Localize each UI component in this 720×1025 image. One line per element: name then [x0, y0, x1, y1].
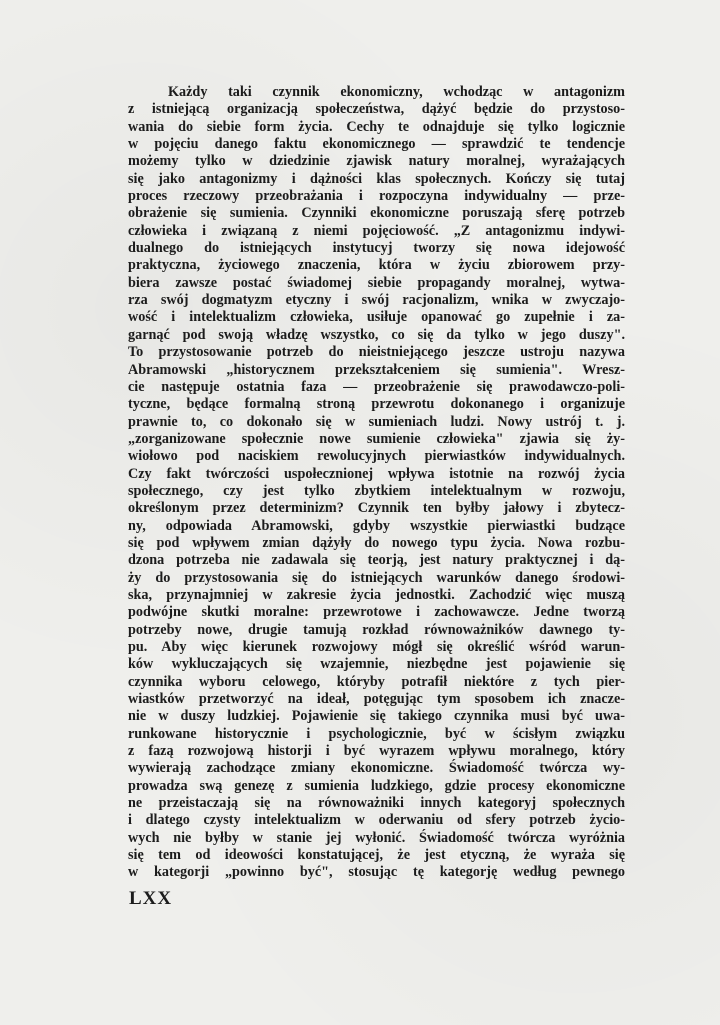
text-line: czynnika wyboru celowego, któryby potrafił niektóre z tych pier-	[128, 673, 625, 690]
text-line: garnąć pod swoją władzę wszystko, co się da tylko w jego duszy".	[128, 326, 625, 343]
text-line: obrażenie się sumienia. Czynniki ekonomiczne poruszają sferę potrzeb	[128, 205, 625, 222]
text-line: człowieka i związaną z niemi pojęciowość. „Z antagonizmu indywi-	[128, 222, 625, 239]
text-line: ska, przynajmniej w zakresie życia jednostki. Zachodzić więc muszą	[128, 586, 625, 603]
text-line: społecznego, czy jest tylko zbytkiem intelektualnym w rozwoju,	[128, 482, 625, 499]
text-line: wość i intelektualizm człowieka, usiłuje opanować go zupełnie i za-	[128, 309, 625, 326]
text-line: ży do przystosowania się do istniejących warunków danego środowi-	[128, 569, 625, 586]
text-line: podwójne skutki moralne: przewrotowe i zachowawcze. Jedne tworzą	[128, 604, 625, 621]
text-line: pu. Aby więc kierunek rozwojowy mógł się określić wśród warun-	[128, 639, 625, 655]
text-line: dzona potrzeba nie zadawala się teorją, jest natury praktycznej i dą-	[128, 552, 625, 569]
text-line: w kategorji „powinno być", stosując tę kategorję według pewnego	[128, 864, 625, 881]
text-line: ków wykluczających się wzajemnie, niezbędne jest pojawienie się	[128, 656, 625, 673]
text-line: wywierają zachodzące zmiany ekonomiczne. Świadomość twórcza wy-	[128, 760, 625, 777]
text-line: proces rzeczowy przeobrażania i rozpoczyna indywidualny — prze-	[128, 188, 625, 205]
text-line: nie w duszy ludzkiej. Pojawienie się takiego czynnika musi być uwa-	[128, 708, 625, 725]
text-line: się pod wpływem zmian dążyły do nowego typu życia. Nowa rozbu-	[128, 534, 625, 551]
text-line: wych nie byłby w stanie jej wyłonić. Świadomość twórcza wyróżnia	[128, 829, 625, 846]
text-line: Każdy taki czynnik ekonomiczny, wchodząc w antagonizm	[168, 84, 625, 100]
page-number: LXX	[129, 888, 173, 909]
text-line: określonym przez determinizm? Czynnik ten byłby jałowy i zbytecz-	[128, 500, 625, 517]
text-line: z fazą rozwojową historji i być wyrazem wpływu moralnego, który	[128, 743, 625, 760]
text-line: Czy fakt twórczości uspołecznionej wpływa istotnie na rozwój życia	[128, 465, 625, 482]
text-line: To przystosowanie potrzeb do nieistniejącego jeszcze ustroju nazywa	[128, 344, 625, 361]
text-line: ny, odpowiada Abramowski, gdyby wszystkie pierwiastki budzące	[128, 517, 625, 534]
text-line: cie następuje ostatnia faza — przeobrażenie się prawodawczo-poli-	[128, 378, 625, 395]
text-line: prawnie to, co dokonało się w sumieniach ludzi. Nowy ustrój t. j.	[128, 413, 625, 430]
text-line: runkowane historycznie i psychologicznie, być w ścisłym związku	[128, 725, 625, 742]
text-line: prowadza swą genezę z sumienia ludzkiego, gdzie procesy ekonomiczne	[128, 777, 625, 794]
text-line: Abramowski „historycznem przekształceniem się sumienia". Wresz-	[128, 361, 625, 378]
text-line: się jako antagonizmy i dążności klas społecznych. Kończy się tutaj	[128, 170, 625, 187]
text-line: „zorganizowane społecznie nowe sumienie człowieka" zjawia się ży-	[128, 430, 625, 447]
text-line: dualnego do istniejących instytucyj tworzy się nowa idejowość	[128, 240, 625, 257]
body-text	[128, 84, 625, 882]
text-line: wiołowo pod naciskiem rewolucyjnych pierwiastków indywidualnych.	[128, 448, 625, 465]
text-line: wania do siebie form życia. Cechy te odnajduje się tylko logicznie	[128, 118, 625, 135]
text-line: możemy tylko w dziedzinie zjawisk natury moralnej, wyrażających	[128, 153, 625, 170]
text-line: tyczne, będące formalną stroną przewrotu dokonanego i organizuje	[128, 396, 625, 413]
text-line: wiastków przetworzyć na ideał, potęgując tym sposobem ich znacze-	[128, 691, 625, 708]
text-line: się tem od ideowości konstatującej, że jest etyczną, że wyraża się	[128, 847, 625, 864]
text-line: rza swój dogmatyzm etyczny i swój racjonalizm, wnika w zwyczajo-	[128, 292, 625, 309]
text-line: w pojęciu danego faktu ekonomicznego — sprawdzić te tendencje	[128, 136, 625, 153]
text-line: biera zawsze postać świadomej siebie propagandy moralnej, wytwa-	[128, 274, 625, 291]
text-line: z istniejącą organizacją społeczeństwa, dążyć będzie do przystoso-	[128, 101, 625, 118]
text-line: ne przeistaczają się na równoważniki innych kategoryj społecznych	[128, 795, 625, 812]
text-line: i dlatego czysty intelektualizm w oderwaniu od sfery potrzeb życio-	[128, 812, 625, 829]
text-line: potrzeby nowe, drugie tamują rozkład równoważników dawnego ty-	[128, 621, 625, 638]
text-line: praktyczna, życiowego znaczenia, która w życiu zbiorowem przy-	[128, 257, 625, 274]
